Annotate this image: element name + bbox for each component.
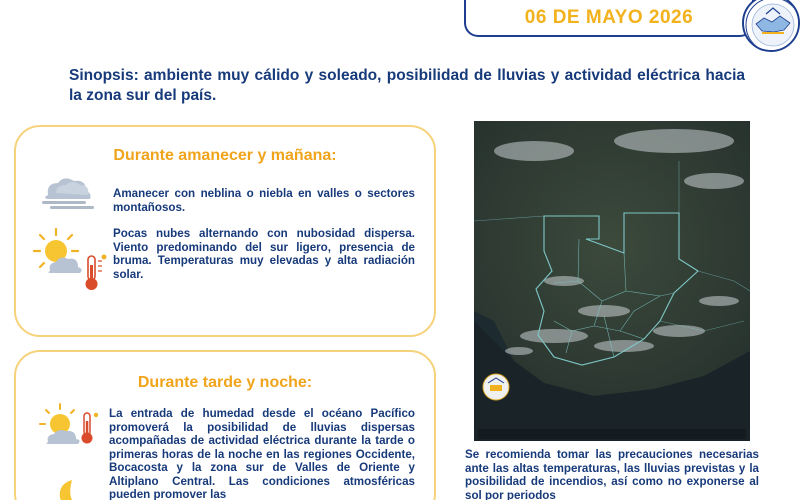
moon-icon [50, 478, 90, 500]
fog-icon [34, 173, 100, 218]
satellite-image [474, 121, 750, 441]
morning-forecast-card [14, 125, 436, 337]
bulletin-date: 06 DE MAYO 2026 [524, 6, 694, 28]
morning-card-title: Durante amanecer y mañana: [113, 147, 337, 164]
afternoon-card-title: Durante tarde y noche: [137, 374, 313, 391]
synopsis-text: Sinopsis: ambiente muy cálido y soleado, posibilidad de lluvias y actividad eléctrica hacia la zona sur del país. [69, 67, 745, 104]
thermometer-hot-icon [78, 410, 100, 451]
morning-paragraph-1: Amanecer con neblina o niebla en valles o sectores montañosos. [113, 187, 415, 214]
recommendation-text: Se recomienda tomar las precauciones necesarias ante las altas temperaturas, las lluvias previstas y la posibilidad de incendios, así como no exponerse al sol por periodos [465, 448, 759, 500]
afternoon-forecast-card [14, 350, 436, 500]
institution-seal-logo [742, 0, 800, 52]
thermometer-hot-icon [80, 253, 108, 298]
afternoon-paragraph-1: La entrada de humedad desde el océano Pacífico promoverá la posibilidad de lluvias dispersas acompañadas de actividad eléctrica durante la tarde o primeras horas de la noche en las regiones Occidente, Bocacosta y la zona sur de Valles de Oriente y Altiplano Central. Las condiciones atmosféricas pueden promover las [109, 407, 415, 500]
date-banner [464, 0, 754, 37]
morning-paragraph-2: Pocas nubes alternando con nubosidad dispersa. Viento predominando del sur ligero, presencia de bruma. Temperaturas muy elevadas y alta radiación solar. [113, 227, 415, 281]
